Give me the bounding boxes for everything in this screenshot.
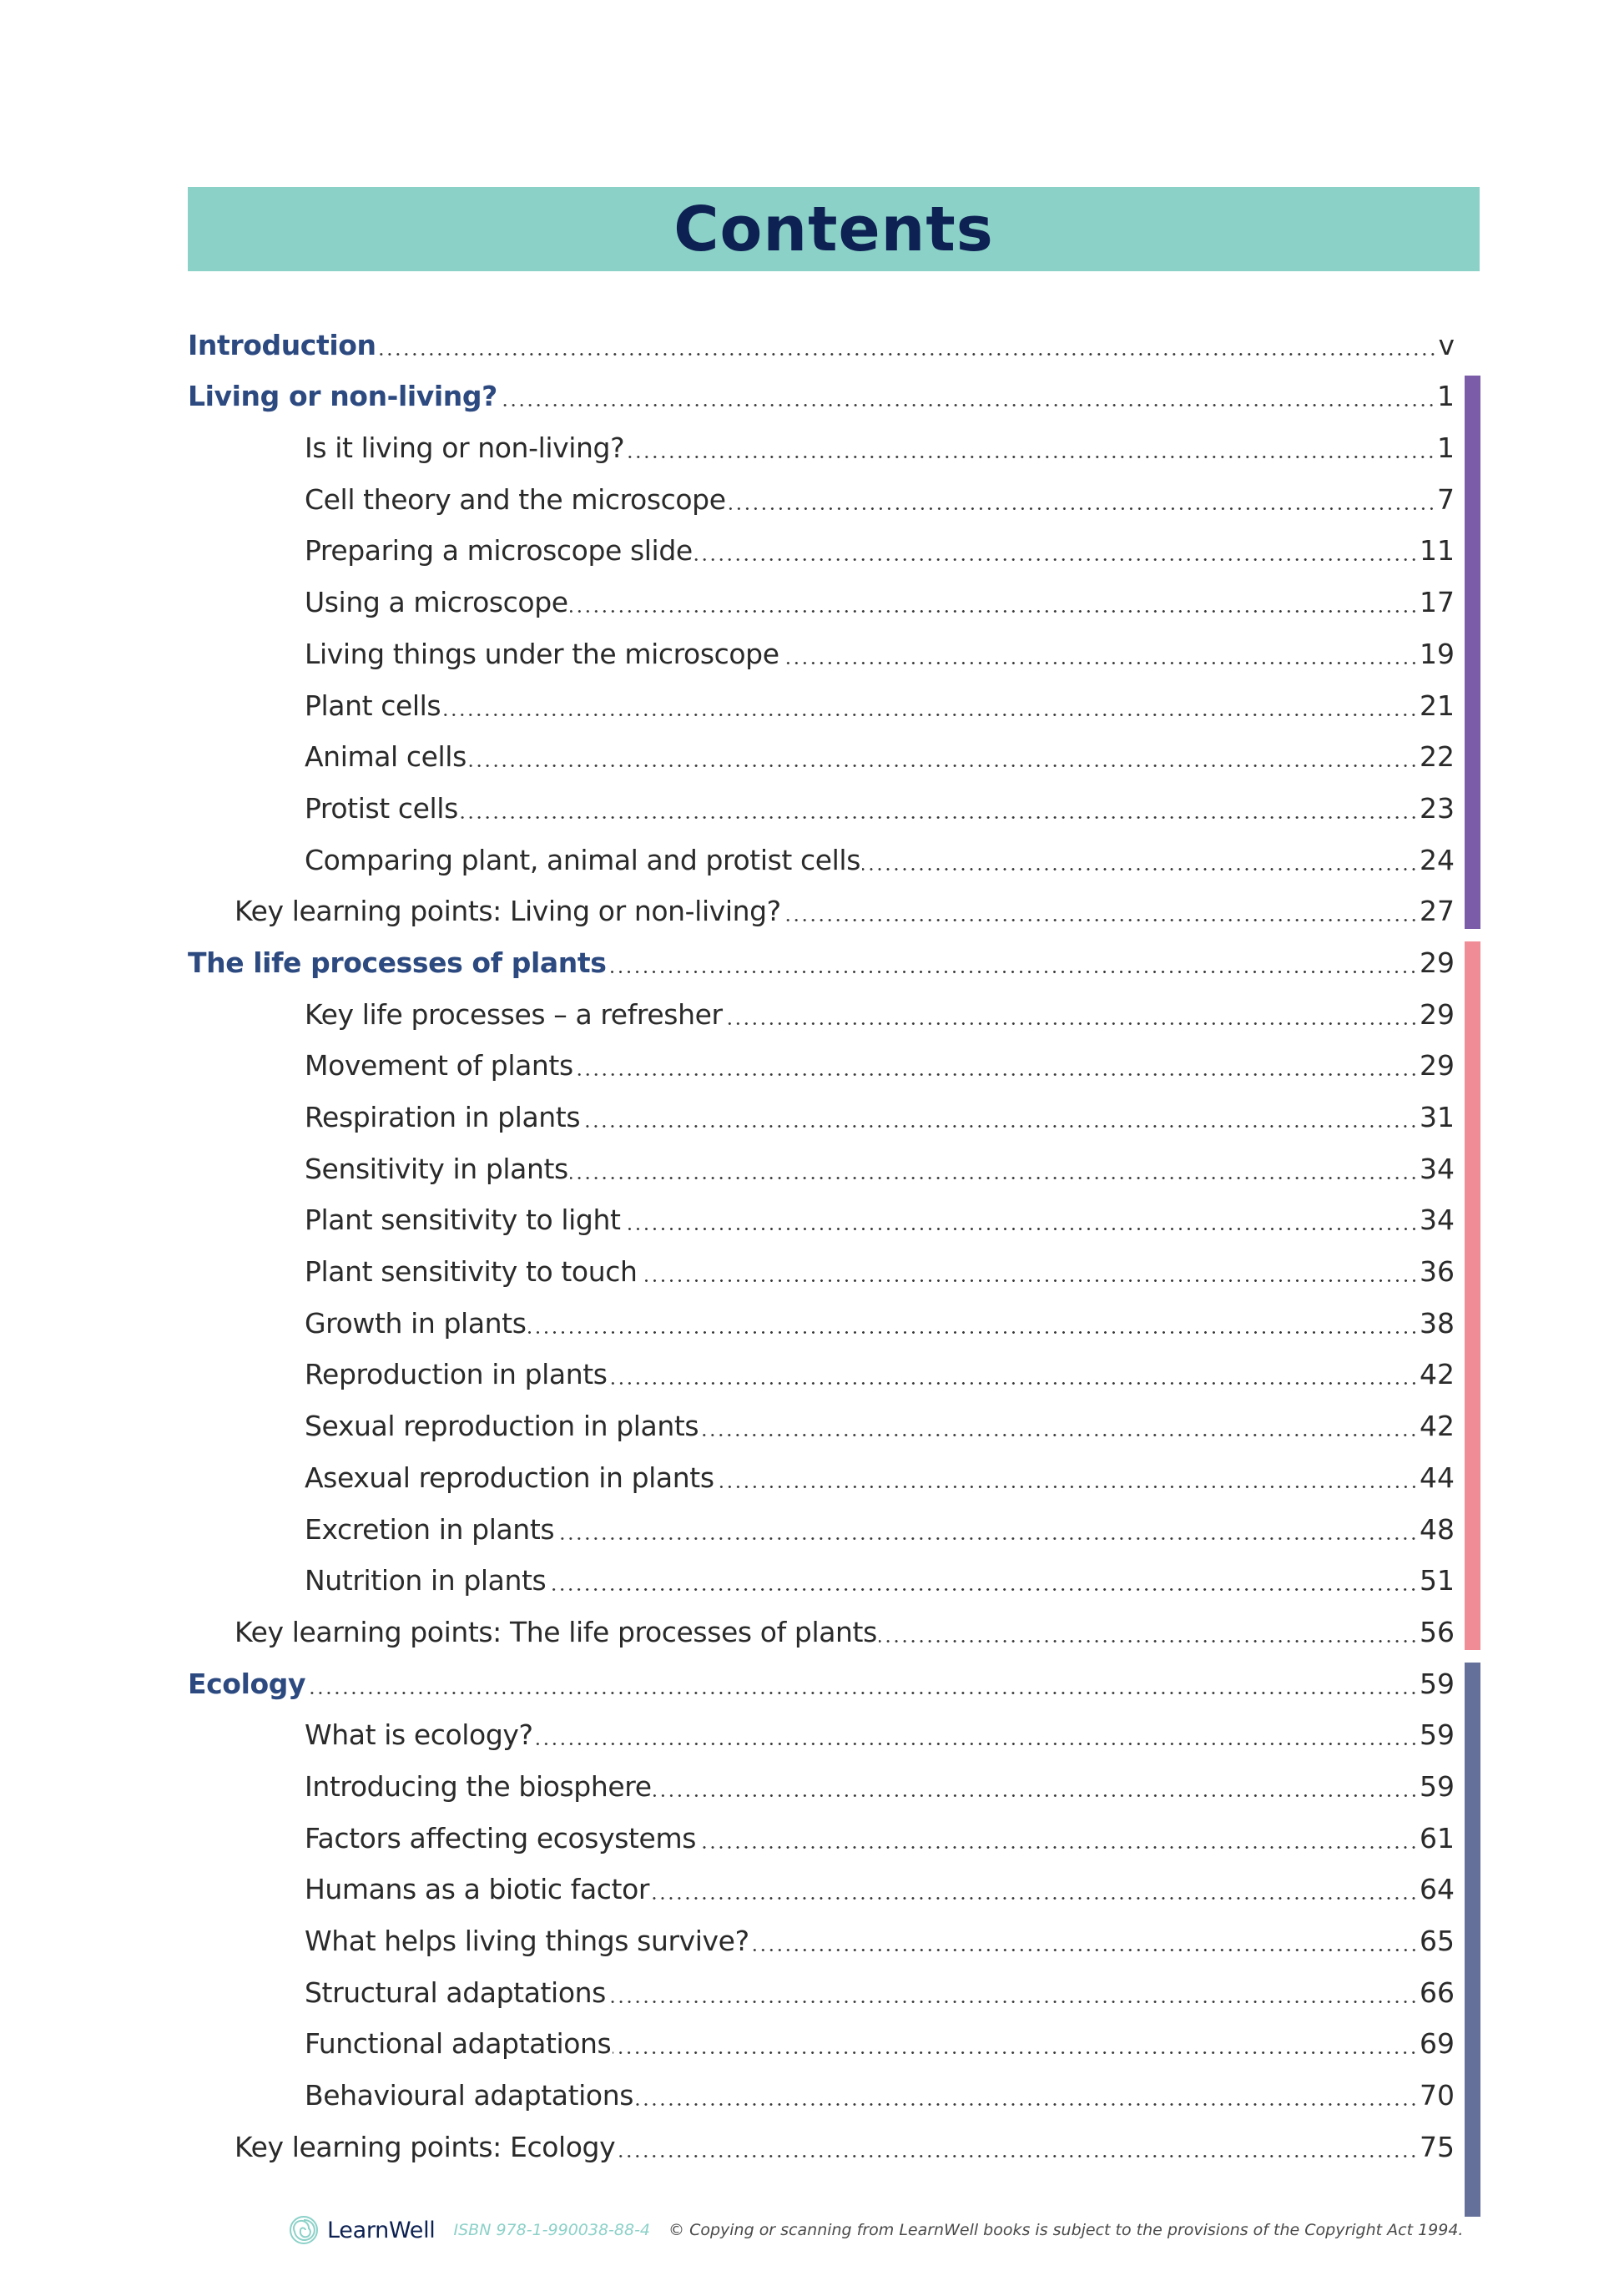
- toc-entry[interactable]: [188, 829, 1455, 881]
- toc-page-number: 56: [1420, 1615, 1455, 1648]
- toc-page-number: 44: [1420, 1461, 1455, 1494]
- dot-leader: [570, 1177, 1418, 1179]
- toc-page-number: 36: [1420, 1255, 1455, 1289]
- section-bar-living-or-non-living: [1465, 376, 1480, 930]
- toc-entry-title: Movement of plants: [305, 1049, 573, 1082]
- toc-entry[interactable]: [188, 674, 1455, 726]
- footer: [289, 2212, 1463, 2248]
- toc-entry[interactable]: [188, 1446, 1455, 1498]
- section-bar-life-processes-of-plants: [1465, 941, 1480, 1650]
- toc-chapter-entry[interactable]: [188, 314, 1455, 366]
- toc-page-number: 23: [1420, 791, 1455, 825]
- dot-leader: [623, 1228, 1418, 1230]
- dot-leader: [783, 919, 1418, 921]
- toc-entry[interactable]: [188, 571, 1455, 623]
- dot-leader: [442, 714, 1418, 716]
- toc-entry[interactable]: [188, 983, 1455, 1035]
- toc-chapter-entry[interactable]: [188, 931, 1455, 983]
- toc-page-number: 11: [1420, 534, 1455, 568]
- contents-banner: [188, 187, 1480, 271]
- toc-page-number: 29: [1420, 1049, 1455, 1082]
- toc-entry-title: Functional adaptations: [305, 2027, 612, 2061]
- toc-page-number: 7: [1437, 482, 1455, 516]
- toc-entry[interactable]: [188, 1961, 1455, 2013]
- toc-entry[interactable]: [188, 1035, 1455, 1087]
- dot-leader: [751, 1949, 1418, 1951]
- toc-page-number: 21: [1420, 689, 1455, 722]
- dot-leader: [575, 1073, 1418, 1076]
- toc-page-number: 70: [1420, 2079, 1455, 2112]
- dot-leader: [694, 558, 1418, 561]
- spiral-icon: [289, 2215, 319, 2245]
- toc-page-number: 48: [1420, 1512, 1455, 1546]
- toc-entry-title: Key life processes – a refresher: [305, 997, 723, 1031]
- toc-page-number: 42: [1420, 1410, 1455, 1443]
- toc-entry[interactable]: [188, 1807, 1455, 1859]
- toc-page-number: 22: [1420, 740, 1455, 774]
- toc-entry[interactable]: [188, 1498, 1455, 1550]
- toc-entry[interactable]: [188, 726, 1455, 778]
- toc-entry[interactable]: [188, 2013, 1455, 2065]
- dot-leader: [460, 816, 1418, 819]
- dot-leader: [608, 971, 1418, 973]
- toc-entry-title: Behavioural adaptations: [305, 2079, 634, 2112]
- toc-entry-title: What is ecology?: [305, 1718, 533, 1752]
- dot-leader: [724, 1022, 1418, 1025]
- dot-leader: [556, 1537, 1418, 1540]
- toc-chapter-entry[interactable]: [188, 366, 1455, 417]
- toc-page-number: 59: [1420, 1718, 1455, 1752]
- page-title: Contents: [673, 193, 994, 265]
- toc-entry-title: Humans as a biotic factor: [305, 1873, 650, 1906]
- toc-key-points-entry[interactable]: [188, 1601, 1455, 1653]
- toc-entry[interactable]: [188, 1138, 1455, 1189]
- toc-entry-title: Plant sensitivity to light: [305, 1204, 621, 1237]
- toc-entry-title: Living or non-living?: [188, 380, 497, 413]
- dot-leader: [608, 2001, 1418, 2003]
- toc-entry-title: Plant sensitivity to touch: [305, 1255, 638, 1289]
- toc-entry[interactable]: [188, 1086, 1455, 1138]
- dot-leader: [781, 662, 1418, 664]
- toc-page-number: 65: [1420, 1925, 1455, 1957]
- table-of-contents: [188, 314, 1455, 2167]
- dot-leader: [617, 2155, 1418, 2157]
- dot-leader: [570, 610, 1418, 613]
- dot-leader: [700, 1434, 1418, 1436]
- toc-page-number: 61: [1420, 1821, 1455, 1854]
- toc-entry-title: Nutrition in plants: [305, 1564, 547, 1597]
- toc-entry-title: What helps living things survive?: [305, 1925, 749, 1957]
- toc-entry-title: Protist cells: [305, 791, 458, 825]
- toc-page-number: 75: [1420, 2130, 1455, 2163]
- toc-entry-title: Key learning points: Ecology: [235, 2130, 616, 2163]
- dot-leader: [582, 1125, 1418, 1128]
- toc-entry-title: Animal cells: [305, 740, 467, 774]
- toc-entry-title: Plant cells: [305, 689, 441, 722]
- toc-entry-title: The life processes of plants: [188, 946, 607, 979]
- copyright-notice: © Copying or scanning from LearnWell books is subject to the provisions of the Copyright Act 1994.: [668, 2221, 1464, 2239]
- toc-page-number: 31: [1420, 1101, 1455, 1133]
- dot-leader: [651, 1897, 1418, 1900]
- isbn-text: ISBN 978-1-990038-88-4: [453, 2221, 651, 2239]
- dot-leader: [535, 1743, 1418, 1745]
- toc-page-number: 66: [1420, 1976, 1455, 2009]
- dot-leader: [609, 1382, 1418, 1385]
- toc-page-number: 1: [1437, 380, 1455, 413]
- toc-page-number: 29: [1420, 946, 1455, 979]
- toc-entry[interactable]: [188, 1344, 1455, 1395]
- toc-entry-title: Excretion in plants: [305, 1512, 555, 1546]
- toc-entry-title: Comparing plant, animal and protist cells: [305, 843, 860, 876]
- dot-leader: [499, 404, 1435, 406]
- toc-entry[interactable]: [188, 623, 1455, 674]
- toc-entry[interactable]: [188, 1189, 1455, 1241]
- brand-logo-text: LearnWell: [327, 2217, 436, 2243]
- toc-entry[interactable]: [188, 1395, 1455, 1446]
- toc-page-number: 27: [1420, 895, 1455, 928]
- dot-leader: [626, 456, 1435, 458]
- toc-page-number: 29: [1420, 997, 1455, 1031]
- dot-leader: [528, 1331, 1419, 1334]
- dot-leader: [698, 1846, 1418, 1849]
- toc-entry-title: Introduction: [188, 328, 376, 361]
- toc-entry-title: Factors affecting ecosystems: [305, 1821, 696, 1854]
- toc-page-number: 64: [1420, 1873, 1455, 1906]
- toc-key-points-entry[interactable]: [188, 2116, 1455, 2167]
- toc-entry-title: Is it living or non-living?: [305, 431, 625, 465]
- dot-leader: [635, 2103, 1418, 2106]
- toc-entry[interactable]: [188, 2064, 1455, 2116]
- toc-page-number: 34: [1420, 1152, 1455, 1185]
- toc-entry[interactable]: [188, 1859, 1455, 1910]
- toc-entry[interactable]: [188, 1292, 1455, 1344]
- toc-entry-title: Ecology: [188, 1667, 306, 1700]
- toc-entry-title: Asexual reproduction in plants: [305, 1461, 714, 1494]
- toc-entry[interactable]: [188, 1550, 1455, 1602]
- section-bar-ecology: [1465, 1663, 1480, 2217]
- dot-leader: [547, 1588, 1418, 1591]
- toc-entry-title: Respiration in plants: [305, 1101, 581, 1133]
- dot-leader: [862, 868, 1418, 870]
- toc-entry-title: Growth in plants: [305, 1306, 527, 1340]
- toc-page-number: 34: [1420, 1204, 1455, 1237]
- dot-leader: [653, 1794, 1418, 1797]
- dot-leader: [639, 1279, 1419, 1282]
- toc-page-number: 59: [1420, 1769, 1455, 1803]
- toc-entry-title: Living things under the microscope: [305, 637, 779, 670]
- toc-key-points-entry[interactable]: [188, 881, 1455, 932]
- toc-page-number: 38: [1420, 1306, 1455, 1340]
- dot-leader: [378, 353, 1437, 356]
- toc-page-number: 59: [1420, 1667, 1455, 1700]
- dot-leader: [468, 764, 1418, 767]
- toc-page-number: 42: [1420, 1358, 1455, 1391]
- toc-entry[interactable]: [188, 1240, 1455, 1292]
- toc-entry-title: Sensitivity in plants: [305, 1152, 568, 1185]
- toc-entry[interactable]: [188, 468, 1455, 520]
- toc-entry-title: Structural adaptations: [305, 1976, 606, 2009]
- dot-leader: [879, 1640, 1418, 1643]
- toc-page-number: 51: [1420, 1564, 1455, 1597]
- toc-page-number: 69: [1420, 2027, 1455, 2061]
- toc-entry[interactable]: [188, 416, 1455, 468]
- toc-entry-title: Preparing a microscope slide: [305, 534, 693, 568]
- toc-entry-title: Introducing the biosphere: [305, 1769, 652, 1803]
- toc-entry-title: Using a microscope: [305, 586, 568, 619]
- toc-entry[interactable]: [188, 1755, 1455, 1807]
- toc-entry[interactable]: [188, 520, 1455, 572]
- toc-entry-title: Sexual reproduction in plants: [305, 1410, 699, 1443]
- toc-entry[interactable]: [188, 1910, 1455, 1961]
- dot-leader: [307, 1692, 1418, 1694]
- dot-leader: [728, 507, 1435, 510]
- dot-leader: [613, 2051, 1418, 2054]
- toc-entry[interactable]: [188, 1704, 1455, 1756]
- toc-page-number: v: [1438, 328, 1455, 361]
- toc-page-number: 1: [1437, 431, 1455, 465]
- toc-page-number: 17: [1420, 586, 1455, 619]
- toc-entry-title: Key learning points: The life processes of plants: [235, 1615, 877, 1648]
- toc-chapter-entry[interactable]: [188, 1653, 1455, 1704]
- toc-entry[interactable]: [188, 777, 1455, 829]
- toc-entry-title: Reproduction in plants: [305, 1358, 608, 1391]
- toc-page-number: 24: [1420, 843, 1455, 876]
- toc-page-number: 19: [1420, 637, 1455, 670]
- toc-entry-title: Cell theory and the microscope: [305, 482, 726, 516]
- toc-entry-title: Key learning points: Living or non-living?: [235, 895, 781, 928]
- dot-leader: [716, 1486, 1418, 1488]
